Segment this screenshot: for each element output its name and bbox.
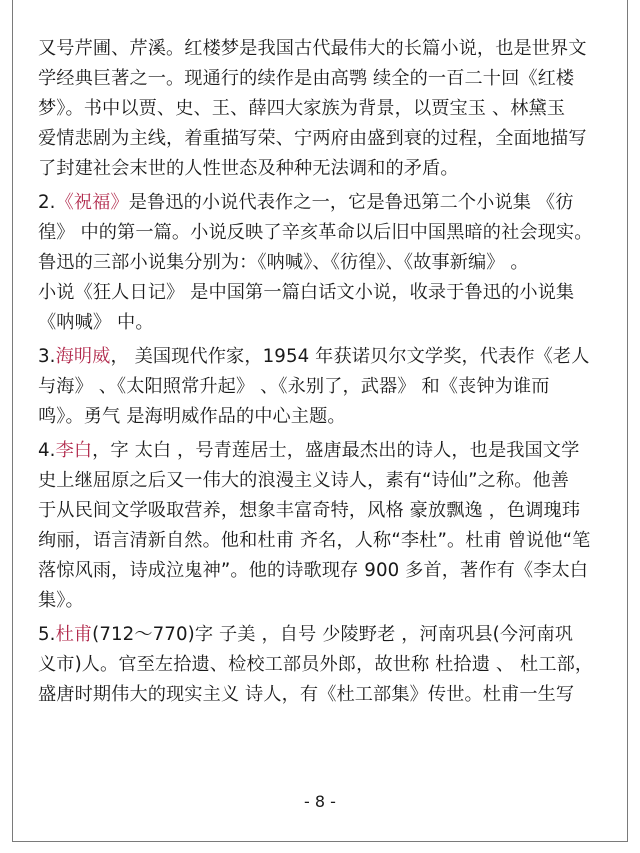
item-title: 李白 — [55, 440, 93, 461]
text-line: 绚丽，语言清新自然。他和杜甫 齐名，人称“李杜”。杜甫 曾说他“笔 — [38, 530, 591, 551]
item-text: 是鲁迅的小说代表作之一，它是鲁迅第二个小说集 《彷 — [128, 192, 574, 213]
text-line: 徨》 中的第一篇。小说反映了辛亥革命以后旧中国黑暗的社会现实。 — [38, 222, 593, 243]
text-line: 盛唐时期伟大的现实主义 诗人，有《杜工部集》传世。杜甫一生写 — [38, 684, 575, 705]
text-line: 梦》。书中以贾、史、王、薛四大家族为背景，以贾宝玉 、林黛玉 — [38, 98, 566, 119]
text-line: 爱情悲剧为主线，着重描写荣、宁两府由盛到衰的过程，全面地描写 — [38, 128, 587, 149]
text-line: 学经典巨著之一。现通行的续作是由高鹗 续全的一百二十回《红楼 — [38, 68, 575, 89]
text-line: 小说《狂人日记》 是中国第一篇白话文小说，收录于鲁迅的小说集 — [38, 282, 575, 303]
item-number: 5. — [38, 624, 56, 645]
item-title: 海明威 — [55, 346, 111, 367]
text-line: 与海》 、《太阳照常升起》 、《永别了，武器》 和《丧钟为谁而 — [38, 376, 550, 397]
text-line — [38, 342, 610, 372]
text-line: 又号芹圃、芹溪。红楼梦是我国古代最伟大的长篇小说，也是世界文 — [38, 38, 587, 59]
text-line: 《呐喊》 中。 — [38, 312, 154, 333]
paragraph-honglou — [38, 34, 610, 184]
item-number: 4. — [38, 440, 56, 461]
text-line — [38, 188, 610, 218]
text-line: 史上继屈原之后又一伟大的浪漫主义诗人，素有“诗仙”之称。他善 — [38, 470, 570, 491]
item-text: (712～770)字 子美 ，自号 少陵野老 ，河南巩县(今河南巩 — [92, 624, 574, 645]
text-line: 了封建社会末世的人性世态及种种无法调和的矛盾。 — [38, 158, 459, 179]
page-number: - 8 - — [304, 792, 336, 811]
item-number: 2. — [38, 192, 56, 213]
item-text: ， 美国现代作家，1954 年获诺贝尔文学奖，代表作《老人 — [110, 346, 590, 367]
paragraph-dufu — [38, 620, 610, 710]
text-line — [38, 620, 610, 650]
text-line: 集》。 — [38, 590, 84, 611]
text-line: 落惊风雨，诗成泣鬼神”。他的诗歌现存 900 多首，著作有《李太白 — [38, 560, 589, 581]
document-body — [38, 34, 610, 710]
paragraph-zhufu — [38, 188, 610, 338]
item-title: 《祝福》 — [55, 192, 129, 213]
text-line: 义市)人。官至左拾遗、检校工部员外郎，故世称 杜拾遗 、 杜工部， — [38, 654, 594, 675]
item-number: 3. — [38, 346, 56, 367]
text-line: 鸣》。勇气 是海明威作品的中心主题。 — [38, 406, 346, 427]
item-text: ，字 太白 ，号青莲居士，盛唐最杰出的诗人，也是我国文学 — [92, 440, 580, 461]
text-line — [38, 436, 610, 466]
item-title: 杜甫 — [55, 624, 93, 645]
text-line: 鲁迅的三部小说集分别为：《呐喊》、《彷徨》、《故事新编》 。 — [38, 252, 529, 273]
paragraph-libai — [38, 436, 610, 616]
paragraph-hemingway — [38, 342, 610, 432]
text-line: 于从民间文学吸取营养，想象丰富奇特，风格 豪放飘逸 ，色调瑰玮 — [38, 500, 581, 521]
